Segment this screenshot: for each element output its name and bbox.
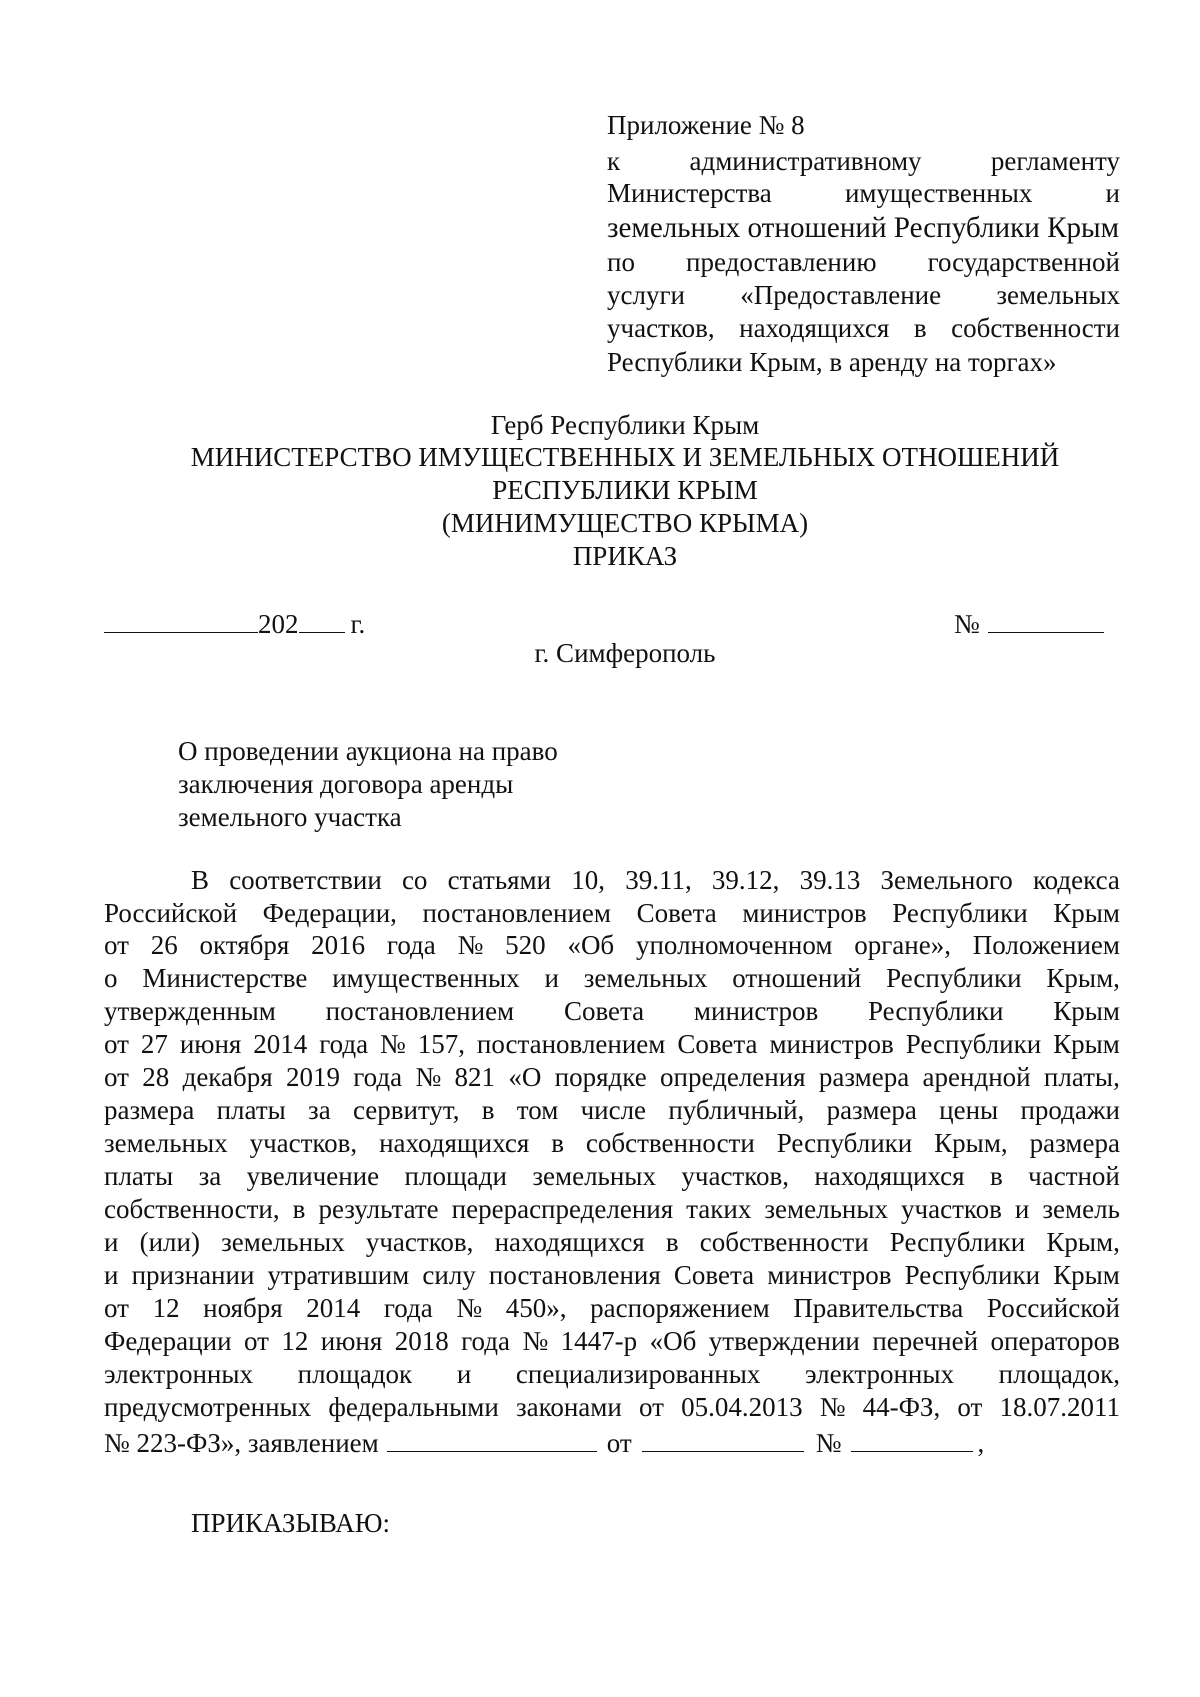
application-date-blank: [642, 1427, 804, 1452]
word: электронных: [805, 1359, 955, 1389]
word: о: [104, 963, 118, 993]
appendix-title: Приложение № 8: [607, 110, 805, 140]
word: июня: [179, 1029, 242, 1059]
word: арендной: [922, 1062, 1031, 1092]
word: от: [638, 1392, 664, 1422]
body-line: [104, 1295, 1120, 1322]
body-line: [104, 998, 1120, 1025]
date-year-prefix: 202: [258, 609, 299, 639]
word: В: [191, 865, 210, 895]
application-number-label: №: [815, 1428, 842, 1458]
word: и: [544, 963, 559, 993]
word: года: [353, 1062, 403, 1092]
body-line: [104, 1361, 1120, 1388]
word: Республики: [776, 1128, 913, 1158]
word: Совета: [636, 898, 717, 928]
body-line: [191, 867, 1120, 894]
word: частной: [1028, 1161, 1120, 1191]
word: земельных: [104, 1128, 228, 1158]
word: 2014: [253, 1029, 308, 1059]
word: 27: [140, 1029, 168, 1059]
word: увеличение: [246, 1161, 380, 1191]
word: площади: [404, 1161, 507, 1191]
word: Министерства: [607, 178, 772, 208]
word: за: [308, 1095, 331, 1125]
word: 520: [505, 930, 546, 960]
word: земельных: [996, 280, 1120, 310]
word: органе»,: [854, 930, 951, 960]
appendix-line: [607, 315, 1120, 342]
ministry-region: РЕСПУБЛИКИ КРЫМ: [492, 475, 758, 505]
word: 39.11,: [625, 865, 692, 895]
body-line: [104, 1394, 1120, 1421]
word: услуги: [607, 280, 685, 310]
order-number-label: №: [954, 609, 980, 639]
word: Российской: [986, 1293, 1120, 1323]
word: земельных: [583, 963, 708, 993]
date-day-month-blank: [104, 608, 258, 633]
word: таких: [686, 1194, 752, 1224]
appendix-line: земельных отношений Республики Крым: [607, 211, 1119, 244]
word: имущественных: [332, 963, 520, 993]
word: Совета: [677, 1029, 758, 1059]
word: перечней: [872, 1326, 979, 1356]
word: 05.04.2013: [681, 1392, 803, 1422]
body-line: [104, 1031, 1120, 1058]
appendix-line: Республики Крым, в аренду на торгах»: [607, 347, 1057, 377]
word: года: [383, 1293, 433, 1323]
word: законами: [515, 1392, 622, 1422]
word: Республики: [889, 1227, 1026, 1257]
body-line: [104, 1064, 1120, 1091]
application-comma: ,: [977, 1428, 985, 1458]
word: министров: [742, 898, 867, 928]
word: постановления: [488, 1260, 661, 1290]
body-line: [104, 1196, 1120, 1223]
word: 2014: [306, 1293, 361, 1323]
word: министров: [769, 1029, 894, 1059]
word: 821: [454, 1062, 496, 1092]
word: собственности,: [104, 1194, 280, 1224]
word: (или): [139, 1227, 200, 1257]
body-line: [104, 1229, 1120, 1256]
word: министров: [767, 1260, 892, 1290]
word: Крым,: [1046, 1227, 1120, 1257]
word: 18.07.2011: [999, 1392, 1120, 1422]
word: декабря: [182, 1062, 273, 1092]
word: 2019: [285, 1062, 340, 1092]
word: в: [989, 1161, 1003, 1191]
word: сервитут,: [352, 1095, 460, 1125]
word: собственности: [585, 1128, 755, 1158]
word: собственности: [951, 313, 1120, 343]
word: Правительства: [793, 1293, 964, 1323]
word: имущественных: [844, 178, 1033, 208]
word: от: [957, 1392, 983, 1422]
word: октября: [199, 930, 290, 960]
word: и: [104, 1227, 119, 1257]
word: участков,: [607, 313, 715, 343]
word: земельных: [764, 1194, 888, 1224]
word: со: [401, 865, 428, 895]
word: 450»,: [505, 1293, 567, 1323]
word: июня: [320, 1326, 383, 1356]
word: от: [104, 1029, 129, 1059]
word: постановлением: [422, 898, 611, 928]
subject-line: заключения договора аренды: [178, 769, 514, 799]
order-directive: ПРИКАЗЫВАЮ:: [191, 1508, 390, 1538]
word: Крым,: [934, 1128, 1008, 1158]
word: от: [243, 1326, 269, 1356]
application-date-label: от: [606, 1428, 632, 1458]
word: площадок: [297, 1359, 413, 1389]
document-type: ПРИКАЗ: [572, 541, 678, 571]
word: определения: [660, 1062, 806, 1092]
word: находящихся: [814, 1161, 965, 1191]
word: Республики: [905, 1029, 1042, 1059]
word: за: [198, 1161, 222, 1191]
word: административному: [689, 146, 922, 176]
word: и: [104, 1260, 119, 1290]
body-line: [104, 900, 1120, 927]
application-blank: [387, 1427, 597, 1452]
word: Министерстве: [142, 963, 308, 993]
word: участков,: [681, 1161, 789, 1191]
word: года: [461, 1326, 511, 1356]
word: Совета: [563, 996, 645, 1026]
word: Крым: [1053, 996, 1120, 1026]
word: соответствии: [229, 865, 382, 895]
word: операторов: [990, 1326, 1120, 1356]
word: кодекса: [1032, 865, 1120, 895]
body-line-application: [104, 1427, 984, 1457]
word: регламенту: [990, 146, 1120, 176]
word: размера: [1029, 1128, 1120, 1158]
word: 1447-р: [560, 1326, 638, 1356]
word: ноября: [203, 1293, 283, 1323]
word: от: [104, 1293, 129, 1323]
word: №: [522, 1326, 549, 1356]
word: постановлением: [325, 996, 515, 1026]
word: по: [607, 247, 635, 277]
ministry-short-name: (МИНИМУЩЕСТВО КРЫМА): [441, 508, 809, 538]
word: и: [456, 1359, 472, 1389]
word: признании: [131, 1260, 255, 1290]
word: числе: [580, 1095, 647, 1125]
body-line: [104, 1130, 1120, 1157]
word: 26: [150, 930, 178, 960]
word: Республики: [868, 996, 1004, 1026]
word: 39.13: [799, 865, 861, 895]
word: министров: [693, 996, 819, 1026]
word: перераспределения: [451, 1194, 674, 1224]
word: земель: [1042, 1194, 1120, 1224]
appendix-line: [607, 249, 1120, 276]
word: от: [104, 1062, 129, 1092]
word: №: [457, 930, 484, 960]
date-year-blank: [299, 608, 345, 633]
word: платы: [104, 1161, 174, 1191]
word: Федерации: [104, 1326, 232, 1356]
word: года: [386, 930, 436, 960]
word: года: [319, 1029, 369, 1059]
word: уполномоченном: [635, 930, 833, 960]
appendix-line: [607, 180, 1120, 207]
word: земельных: [221, 1227, 345, 1257]
word: 157,: [417, 1029, 465, 1059]
word: к: [607, 146, 621, 176]
word: от: [104, 930, 129, 960]
order-number-field: [954, 608, 1104, 638]
word: цены: [939, 1095, 999, 1125]
word: Крым,: [1046, 963, 1120, 993]
body-line: [104, 1097, 1120, 1124]
word: федеральными: [328, 1392, 499, 1422]
word: электронных: [104, 1359, 253, 1389]
word: утратившим: [267, 1260, 410, 1290]
application-number-blank: [851, 1427, 973, 1452]
word: распоряжением: [590, 1293, 770, 1323]
word: находящихся: [739, 313, 890, 343]
word: №: [819, 1392, 846, 1422]
word: участков: [901, 1194, 1002, 1224]
word: Республики: [892, 898, 1028, 928]
word: и: [1105, 178, 1120, 208]
word: силу: [422, 1260, 476, 1290]
body-line: [104, 1328, 1120, 1355]
body-line: [104, 965, 1120, 992]
application-label: № 223-ФЗ», заявлением: [104, 1428, 379, 1458]
word: том: [516, 1095, 559, 1125]
body-line: [104, 932, 1120, 959]
word: «Об: [567, 930, 615, 960]
word: статьями: [447, 865, 552, 895]
word: находящихся: [494, 1227, 645, 1257]
word: Федерации,: [262, 898, 397, 928]
word: в: [913, 313, 927, 343]
word: размера: [826, 1095, 917, 1125]
word: размера: [818, 1062, 910, 1092]
word: Крым: [1053, 1260, 1120, 1290]
word: площадок,: [998, 1359, 1120, 1389]
subject-line: земельного участка: [178, 802, 402, 832]
word: 44-ФЗ,: [862, 1392, 941, 1422]
word: платы: [216, 1095, 286, 1125]
word: государственной: [927, 247, 1120, 277]
word: №: [380, 1029, 406, 1059]
word: платы,: [1043, 1062, 1120, 1092]
emblem-caption: Герб Республики Крым: [490, 410, 760, 440]
word: «О: [508, 1062, 542, 1092]
word: результате: [318, 1194, 439, 1224]
order-number-blank: [988, 608, 1104, 633]
word: участков,: [249, 1128, 358, 1158]
date-field: [104, 608, 365, 638]
word: 2018: [394, 1326, 449, 1356]
word: утвержденным: [104, 996, 276, 1026]
word: Республики: [886, 963, 1022, 993]
word: в: [551, 1128, 564, 1158]
word: собственности: [699, 1227, 869, 1257]
word: утверждении: [708, 1326, 860, 1356]
word: 39.12,: [711, 865, 780, 895]
word: 2016: [311, 930, 366, 960]
word: отношений: [732, 963, 862, 993]
word: в: [665, 1227, 679, 1257]
word: Республики: [904, 1260, 1041, 1290]
appendix-line: [607, 282, 1120, 309]
word: земельных: [532, 1161, 656, 1191]
word: Крым: [1053, 898, 1120, 928]
word: участков,: [365, 1227, 474, 1257]
word: постановлением: [476, 1029, 666, 1059]
body-line: [104, 1262, 1120, 1289]
date-year-suffix: г.: [350, 609, 366, 639]
word: порядке: [554, 1062, 647, 1092]
word: «Предоставление: [740, 280, 942, 310]
appendix-line: [607, 148, 1120, 175]
word: Земельного: [880, 865, 1013, 895]
word: №: [415, 1062, 442, 1092]
word: 28: [142, 1062, 170, 1092]
city-name: г. Симферополь: [534, 638, 716, 668]
word: Крым: [1053, 1029, 1120, 1059]
body-line: [104, 1163, 1120, 1190]
word: предоставлению: [686, 247, 877, 277]
word: Положением: [972, 930, 1120, 960]
word: в: [292, 1194, 306, 1224]
word: в: [481, 1095, 495, 1125]
word: Совета: [673, 1260, 755, 1290]
subject-line: О проведении аукциона на право: [178, 736, 558, 766]
word: №: [456, 1293, 483, 1323]
word: находящихся: [379, 1128, 530, 1158]
word: Российской: [104, 898, 238, 928]
word: и: [1014, 1194, 1030, 1224]
word: публичный,: [668, 1095, 805, 1125]
word: 10,: [571, 865, 606, 895]
ministry-name: МИНИСТЕРСТВО ИМУЩЕСТВЕННЫХ И ЗЕМЕЛЬНЫХ ОТНОШЕНИЙ: [190, 442, 1060, 472]
word: предусмотренных: [104, 1392, 312, 1422]
word: размера: [104, 1095, 195, 1125]
word: 12: [152, 1293, 180, 1323]
word: продажи: [1020, 1095, 1120, 1125]
word: 12: [281, 1326, 309, 1356]
word: специализированных: [515, 1359, 761, 1389]
word: «Об: [649, 1326, 697, 1356]
